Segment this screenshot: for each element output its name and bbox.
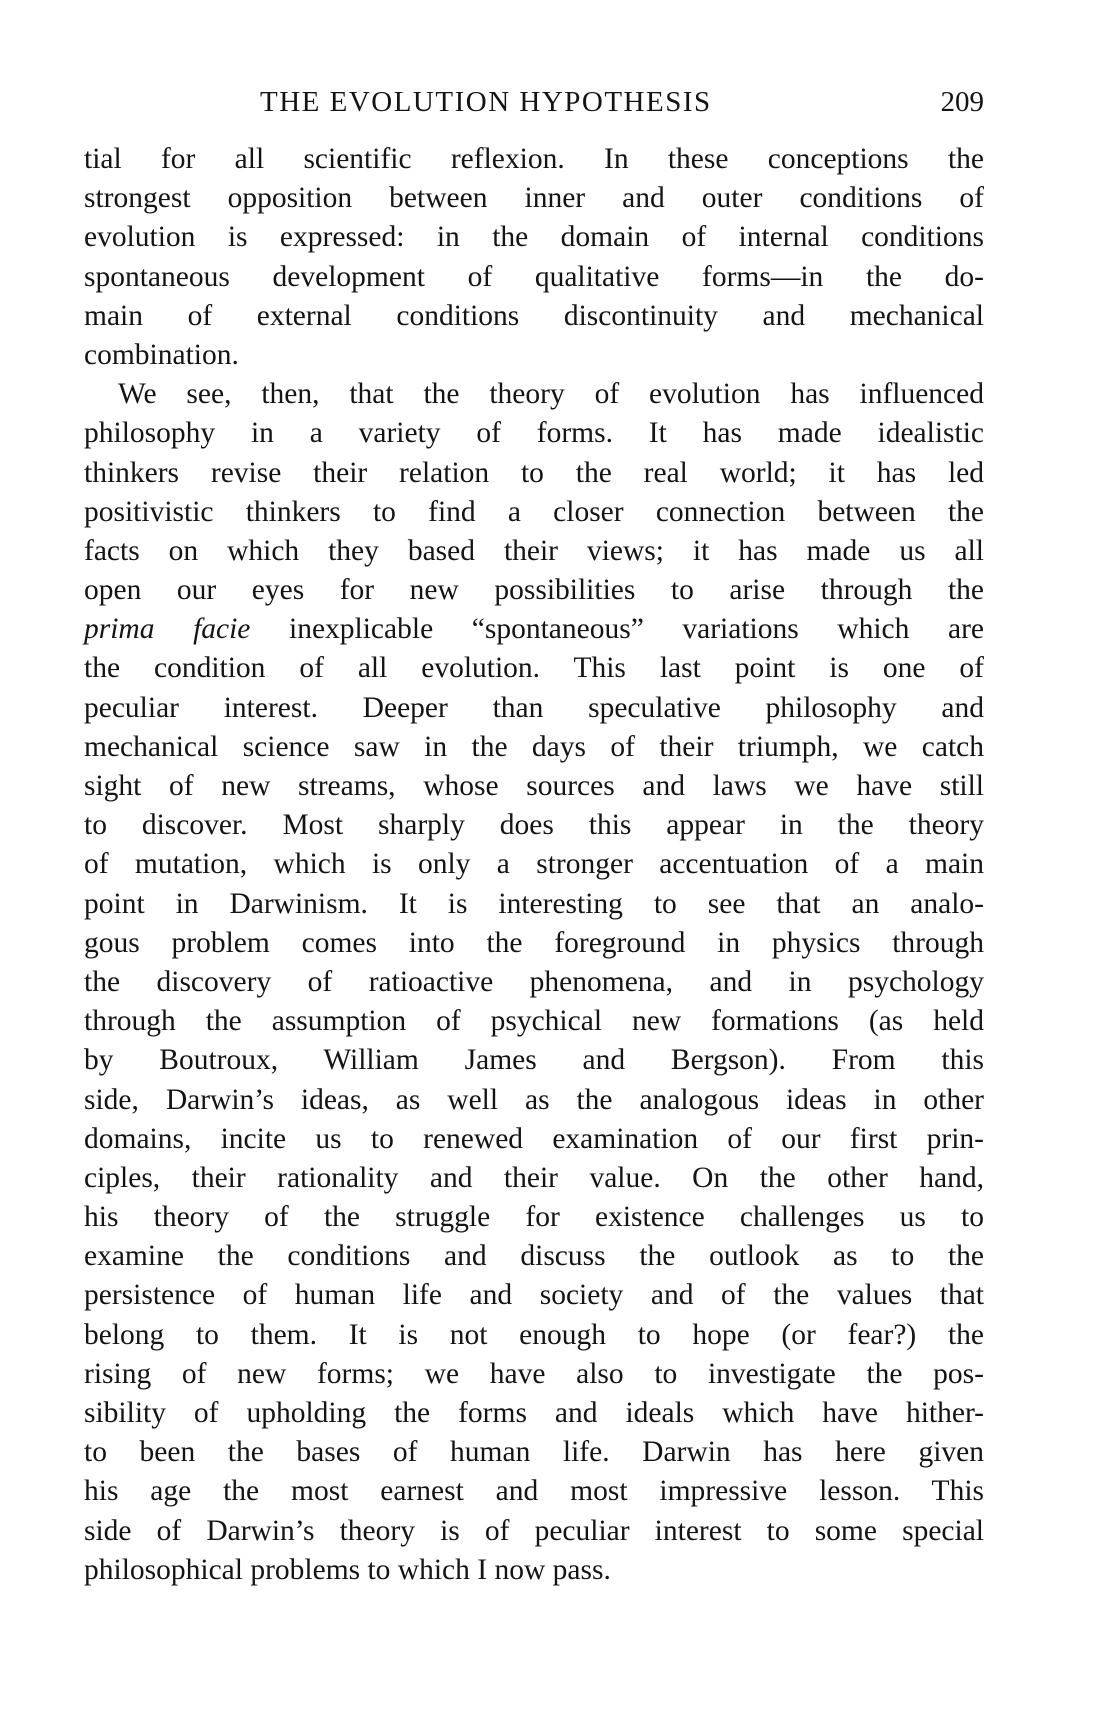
text-line: evolution is expressed: in the domain of internal conditions — [84, 221, 984, 254]
text-line: by Boutroux, William James and Bergson). From this — [84, 1044, 984, 1077]
text-line: the discovery of ratioactive phenomena, and in psychology — [84, 965, 984, 998]
text-line: ciples, their rationality and their value. On the other hand, — [84, 1161, 984, 1194]
text-line: persistence of human life and society and of the values that — [84, 1279, 984, 1312]
italic-phrase: prima facie — [84, 613, 251, 646]
running-head: THE EVOLUTION HYPOTHESIS — [260, 86, 712, 118]
text-line: thinkers revise their relation to the real world; it has led — [84, 456, 984, 489]
text-line: belong to them. It is not enough to hope (or fear?) the — [84, 1318, 984, 1351]
text-line — [84, 610, 984, 649]
page-number: 209 — [940, 86, 984, 118]
text-line: gous problem comes into the foreground in physics through — [84, 926, 984, 959]
text-line: combination. — [84, 338, 239, 371]
text-line: rising of new forms; we have also to investigate the pos- — [84, 1357, 984, 1390]
paragraph-start-line: We see, then, that the theory of evolution has influenced — [118, 378, 984, 411]
text-line: philosophy in a variety of forms. It has made idealistic — [84, 417, 984, 450]
text-line: his theory of the struggle for existence challenges us to — [84, 1201, 984, 1234]
text-line: domains, incite us to renewed examination of our first prin- — [84, 1122, 984, 1155]
text-line: spontaneous development of qualitative forms—in the do- — [84, 260, 984, 293]
text-line: sight of new streams, whose sources and laws we have still — [84, 770, 984, 802]
text-line: tial for all scientific reflexion. In these conceptions the — [84, 143, 984, 175]
text-line: sibility of upholding the forms and ideals which have hither- — [84, 1397, 984, 1429]
page-header — [84, 86, 984, 126]
text-line: main of external conditions discontinuity and mechanical — [84, 299, 984, 332]
text-line: mechanical science saw in the days of their triumph, we catch — [84, 730, 984, 763]
text-line: side, Darwin’s ideas, as well as the analogous ideas in other — [84, 1083, 984, 1116]
text-line: peculiar interest. Deeper than speculative philosophy and — [84, 691, 984, 724]
text-line: philosophical problems to which I now pass. — [84, 1553, 611, 1586]
text-line: facts on which they based their views; it has made us all — [84, 534, 984, 567]
text-line: the condition of all evolution. This last point is one of — [84, 652, 984, 685]
text-line: through the assumption of psychical new formations (as held — [84, 1005, 984, 1038]
text-line: to discover. Most sharply does this appear in the theory — [84, 809, 984, 842]
text-line: positivistic thinkers to find a closer connection between the — [84, 495, 984, 528]
text-line: to been the bases of human life. Darwin has here given — [84, 1436, 984, 1469]
line-remainder: inexplicable “spontaneous” variations which are — [250, 613, 984, 646]
text-line: point in Darwinism. It is interesting to see that an analo- — [84, 887, 984, 920]
text-line: examine the conditions and discuss the outlook as to the — [84, 1240, 984, 1273]
text-line: open our eyes for new possibilities to arise through the — [84, 574, 984, 607]
body-text — [84, 140, 984, 1590]
text-line: side of Darwin’s theory is of peculiar interest to some special — [84, 1514, 984, 1547]
text-line: of mutation, which is only a stronger accentuation of a main — [84, 848, 984, 881]
text-line: strongest opposition between inner and outer conditions of — [84, 182, 984, 215]
text-line: his age the most earnest and most impressive lesson. This — [84, 1475, 984, 1508]
